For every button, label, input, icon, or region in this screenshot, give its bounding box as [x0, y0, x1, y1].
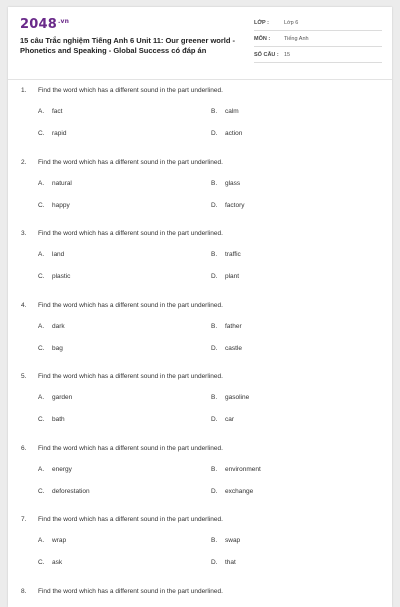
worksheet-title: 15 câu Trắc nghiệm Tiếng Anh 6 Unit 11: Our greener world - Phonetics and Speaking - Global Success có đáp án	[20, 36, 242, 56]
question-text: Find the word which has a different sound in the part underlined.	[38, 87, 223, 94]
answer-option[interactable]	[38, 466, 72, 473]
option-text: calm	[225, 108, 239, 115]
answer-option[interactable]	[211, 416, 234, 423]
answer-option[interactable]	[38, 559, 62, 566]
answer-option[interactable]	[211, 273, 239, 280]
option-letter: A.	[38, 394, 52, 401]
question-item	[8, 230, 392, 300]
option-text: factory	[225, 202, 245, 209]
logo-text: 2048	[20, 17, 57, 32]
answer-option[interactable]	[38, 251, 64, 258]
option-text: rapid	[52, 130, 66, 137]
option-letter: C.	[38, 488, 52, 495]
meta-label: MÔN :	[254, 36, 270, 42]
option-text: natural	[52, 180, 72, 187]
question-item	[8, 588, 392, 607]
question-item	[8, 159, 392, 229]
question-number: 2.	[21, 159, 26, 166]
question-number: 4.	[21, 302, 26, 309]
option-text: father	[225, 323, 242, 330]
option-text: happy	[52, 202, 70, 209]
answer-option[interactable]	[38, 130, 66, 137]
answer-option[interactable]	[38, 273, 70, 280]
option-text: wrap	[52, 537, 66, 544]
question-text: Find the word which has a different sound in the part underlined.	[38, 516, 223, 523]
answer-option[interactable]	[211, 323, 242, 330]
answer-option[interactable]	[38, 537, 66, 544]
answer-option[interactable]	[211, 466, 261, 473]
option-letter: C.	[38, 130, 52, 137]
option-letter: B.	[211, 323, 225, 330]
option-letter: C.	[38, 273, 52, 280]
option-letter: B.	[211, 108, 225, 115]
answer-option[interactable]	[211, 394, 249, 401]
option-text: ask	[52, 559, 62, 566]
option-letter: B.	[211, 251, 225, 258]
question-item	[8, 516, 392, 586]
question-item	[8, 87, 392, 157]
option-text: garden	[52, 394, 72, 401]
option-letter: B.	[211, 466, 225, 473]
option-text: bag	[52, 345, 63, 352]
question-text: Find the word which has a different sound in the part underlined.	[38, 373, 223, 380]
header-divider	[8, 79, 392, 80]
meta-label: SỐ CÂU :	[254, 52, 279, 58]
option-text: action	[225, 130, 242, 137]
option-text: fact	[52, 108, 62, 115]
option-letter: D.	[211, 345, 225, 352]
option-letter: C.	[38, 559, 52, 566]
option-letter: D.	[211, 273, 225, 280]
question-number: 5.	[21, 373, 26, 380]
option-letter: D.	[211, 488, 225, 495]
option-letter: A.	[38, 108, 52, 115]
option-letter: B.	[211, 394, 225, 401]
answer-option[interactable]	[38, 323, 65, 330]
answer-option[interactable]	[38, 488, 90, 495]
meta-row-subject	[254, 34, 382, 47]
option-text: car	[225, 416, 234, 423]
meta-row-grade	[254, 18, 382, 31]
question-item	[8, 302, 392, 372]
answer-option[interactable]	[38, 416, 65, 423]
question-text: Find the word which has a different sound in the part underlined.	[38, 230, 223, 237]
option-text: castle	[225, 345, 242, 352]
answer-option[interactable]	[38, 345, 63, 352]
logo-tld: .vn	[58, 18, 69, 25]
option-letter: A.	[38, 537, 52, 544]
option-letter: D.	[211, 202, 225, 209]
question-text: Find the word which has a different sound in the part underlined.	[38, 445, 223, 452]
answer-option[interactable]	[211, 202, 245, 209]
option-letter: D.	[211, 130, 225, 137]
answer-option[interactable]	[211, 537, 240, 544]
meta-row-question-count	[254, 50, 382, 63]
option-letter: C.	[38, 345, 52, 352]
answer-option[interactable]	[38, 108, 62, 115]
option-text: dark	[52, 323, 65, 330]
question-item	[8, 373, 392, 443]
answer-option[interactable]	[211, 130, 242, 137]
option-text: energy	[52, 466, 72, 473]
question-text: Find the word which has a different sound in the part underlined.	[38, 302, 223, 309]
option-letter: A.	[38, 466, 52, 473]
option-text: deforestation	[52, 488, 90, 495]
answer-option[interactable]	[38, 202, 70, 209]
question-number: 3.	[21, 230, 26, 237]
option-text: bath	[52, 416, 65, 423]
option-text: gasoline	[225, 394, 249, 401]
option-text: exchange	[225, 488, 253, 495]
option-text: plastic	[52, 273, 70, 280]
option-text: traffic	[225, 251, 241, 258]
worksheet-header	[8, 7, 392, 73]
option-letter: C.	[38, 416, 52, 423]
answer-option[interactable]	[38, 394, 72, 401]
option-letter: A.	[38, 251, 52, 258]
option-letter: B.	[211, 537, 225, 544]
question-text: Find the word which has a different sound in the part underlined.	[38, 159, 223, 166]
answer-option[interactable]	[211, 559, 236, 566]
answer-option[interactable]	[211, 180, 240, 187]
answer-option[interactable]	[211, 345, 242, 352]
question-number: 7.	[21, 516, 26, 523]
meta-value: Lớp 6	[284, 20, 298, 26]
meta-value: 15	[284, 52, 290, 58]
option-text: land	[52, 251, 64, 258]
option-letter: A.	[38, 180, 52, 187]
option-text: plant	[225, 273, 239, 280]
option-text: environment	[225, 466, 261, 473]
option-text: swap	[225, 537, 240, 544]
option-letter: C.	[38, 202, 52, 209]
option-text: glass	[225, 180, 240, 187]
option-letter: A.	[38, 323, 52, 330]
answer-option[interactable]	[211, 251, 241, 258]
question-item	[8, 445, 392, 515]
option-letter: D.	[211, 559, 225, 566]
answer-option[interactable]	[38, 180, 72, 187]
meta-value: Tiếng Anh	[284, 36, 309, 42]
option-text: that	[225, 559, 236, 566]
meta-label: LỚP :	[254, 20, 269, 26]
answer-option[interactable]	[211, 108, 239, 115]
question-number: 8.	[21, 588, 26, 595]
question-number: 1.	[21, 87, 26, 94]
question-text: Find the word which has a different sound in the part underlined.	[38, 588, 223, 595]
option-letter: D.	[211, 416, 225, 423]
question-number: 6.	[21, 445, 26, 452]
option-letter: B.	[211, 180, 225, 187]
answer-option[interactable]	[211, 488, 253, 495]
site-logo[interactable]	[20, 17, 69, 32]
worksheet-page	[8, 7, 392, 607]
